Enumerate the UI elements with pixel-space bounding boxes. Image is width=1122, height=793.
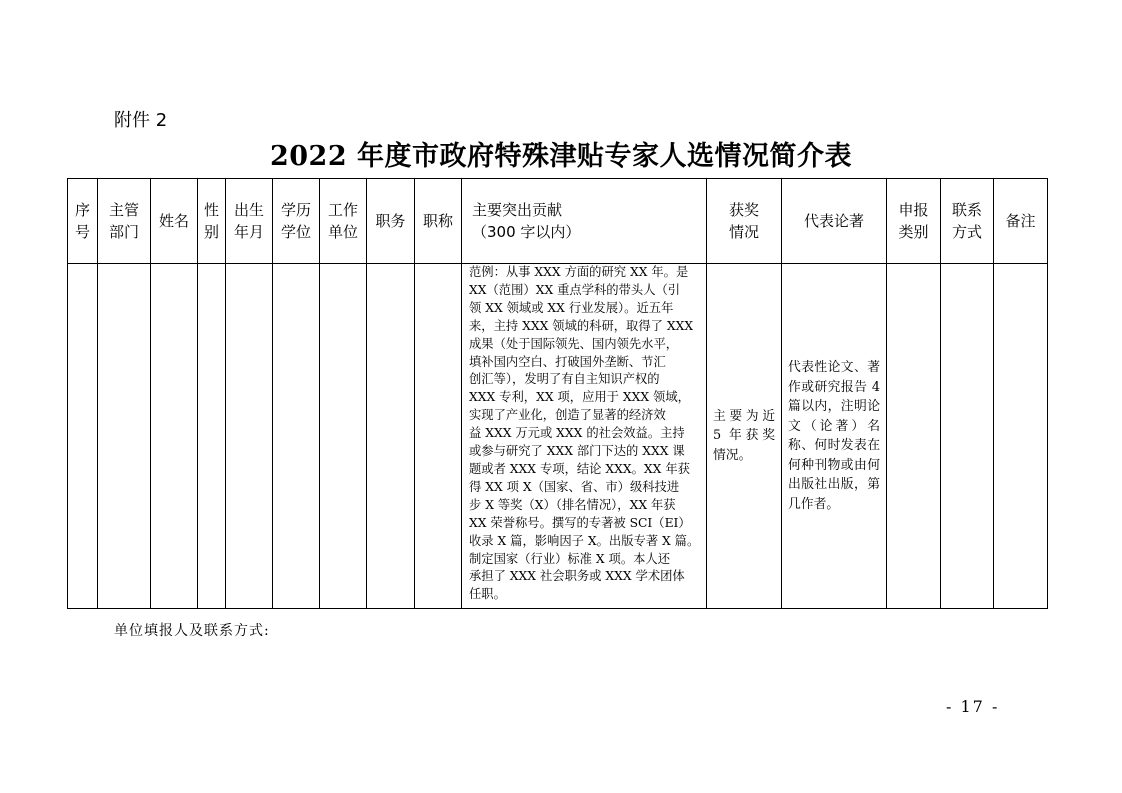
cell-contact <box>941 264 994 609</box>
contribution-line: 范例：从事 XXX 方面的研究 XX 年。是 <box>469 265 689 279</box>
col-header-index: 序 号 <box>68 179 98 264</box>
cell-birth <box>226 264 273 609</box>
cell-title <box>415 264 462 609</box>
contribution-line: 来，主持 XXX 领域的科研，取得了 XXX <box>469 318 694 333</box>
col-header-birth: 出生 年月 <box>226 179 273 264</box>
footer-contact-label: 单位填报人及联系方式: <box>114 623 270 639</box>
col-header-category: 申报 类别 <box>887 179 941 264</box>
table-row <box>68 264 1048 609</box>
contribution-line: 题或者 XXX 专项，结论 XXX。XX 年获 <box>469 461 690 476</box>
col-header-position: 职务 <box>367 179 415 264</box>
col-header-employer: 工作 单位 <box>320 179 367 264</box>
header-row <box>68 179 1048 264</box>
contribution-line: XX 荣誉称号。撰写的专著被 SCI（EI） <box>469 515 691 530</box>
contribution-line: 制定国家（行业）标准 X 项。本人还 <box>469 551 671 566</box>
cell-name <box>151 264 198 609</box>
contribution-line: 得 XX 项 X（国家、省、市）级科技进 <box>469 479 680 494</box>
contribution-line: 领 XX 领域或 XX 行业发展）。近五年 <box>469 300 674 315</box>
contribution-line: 或参与研究了 XXX 部门下达的 XXX 课 <box>469 444 685 459</box>
col-header-contact: 联系 方式 <box>941 179 994 264</box>
col-header-department: 主管 部门 <box>98 179 151 264</box>
contribution-line: 创汇等），发明了有自主知识产权的 <box>469 372 660 387</box>
cell-works: 代表性论文、著作或研究报告 4 篇以内，注明论文（论著）名称、何时发表在何种刊物或由何出版社出版，第几作者。 <box>782 264 887 609</box>
cell-category <box>887 264 941 609</box>
cell-remarks <box>994 264 1048 609</box>
col-header-contribution: 主要突出贡献 （300 字以内） <box>462 179 707 264</box>
col-header-title: 职称 <box>415 179 462 264</box>
contribution-line: XX（范围）XX 重点学科的带头人（引 <box>469 282 681 297</box>
cell-contribution <box>462 264 707 609</box>
cell-position <box>367 264 415 609</box>
contribution-line: 步 X 等奖（X）（排名情况），XX 年获 <box>469 497 676 512</box>
contribution-line: 实现了产业化，创造了显著的经济效 <box>469 408 666 423</box>
cell-department <box>98 264 151 609</box>
contribution-line: 填补国内空白、打破国外垄断、节汇 <box>469 354 666 369</box>
contribution-line: 收录 X 篇，影响因子 X。出版专著 X 篇。 <box>469 533 700 548</box>
col-header-awards: 获奖 情况 <box>707 179 782 264</box>
contribution-line: 益 XXX 万元或 XXX 的社会效益。主持 <box>469 426 685 441</box>
contribution-line: 承担了 XXX 社会职务或 XXX 学术团体 <box>469 569 685 584</box>
cell-education <box>273 264 320 609</box>
cell-gender <box>198 264 226 609</box>
contribution-line: 成果（处于国际领先、国内领先水平， <box>469 336 679 351</box>
cell-index <box>68 264 98 609</box>
attachment-label: 附件 2 <box>114 110 168 131</box>
expert-info-table <box>67 178 1048 609</box>
col-header-gender: 性 别 <box>198 179 226 264</box>
contribution-line: XXX 专利，XX 项，应用于 XXX 领域， <box>469 390 690 405</box>
page-number: - 17 - <box>946 697 1000 716</box>
cell-employer <box>320 264 367 609</box>
col-header-name: 姓名 <box>151 179 198 264</box>
col-header-education: 学历 学位 <box>273 179 320 264</box>
col-header-works: 代表论著 <box>782 179 887 264</box>
col-header-remarks: 备注 <box>994 179 1048 264</box>
page-title: 2022 年度市政府特殊津贴专家人选情况简介表 <box>269 141 853 172</box>
contribution-line: 任职。 <box>469 587 506 602</box>
cell-awards: 主要为近 5 年获奖情况。 <box>707 264 782 609</box>
